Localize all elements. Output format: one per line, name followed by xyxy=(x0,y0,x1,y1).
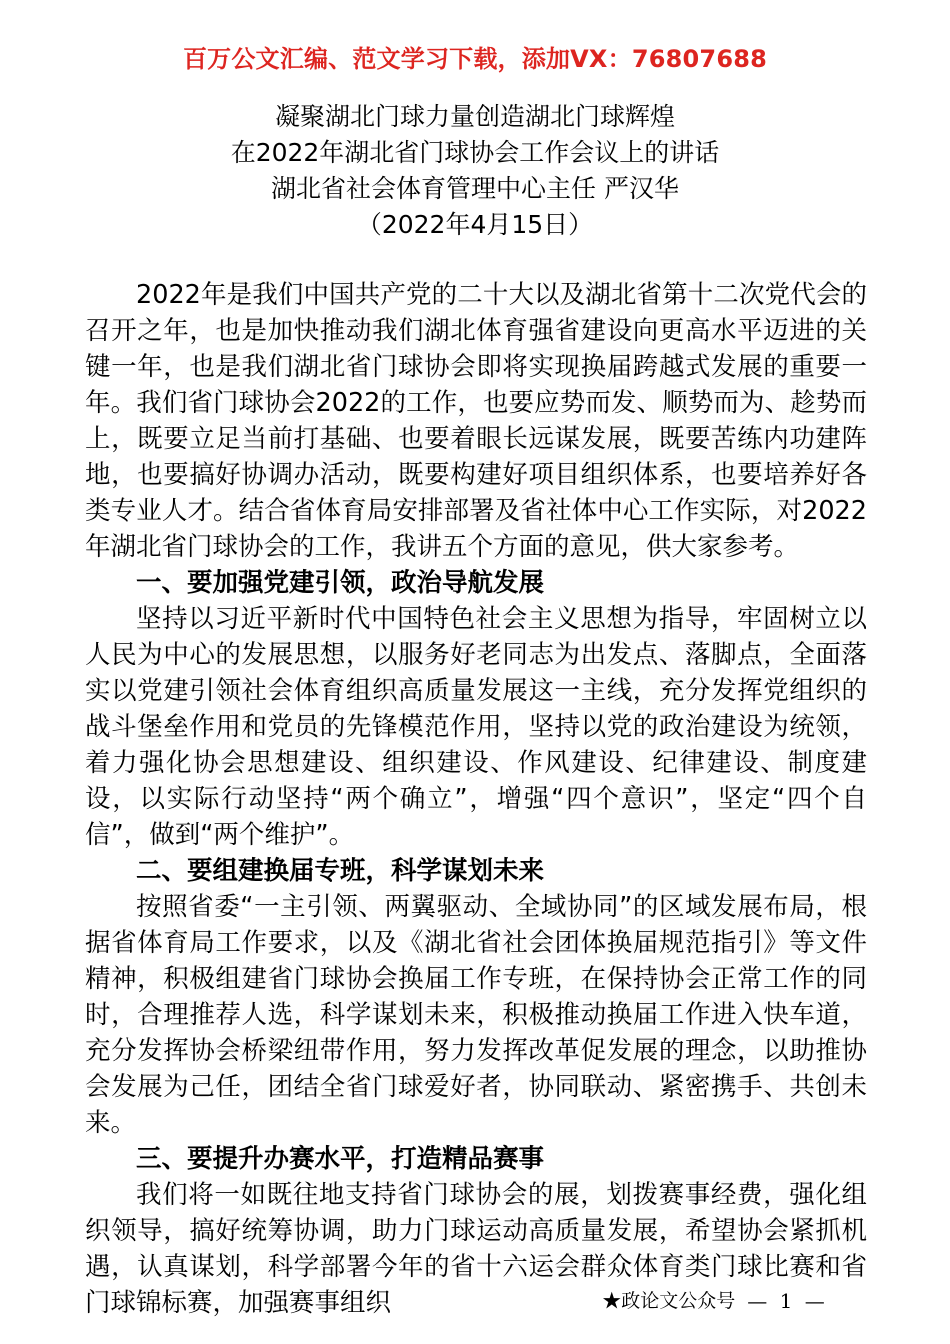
page-number: — 1 — xyxy=(747,1289,828,1313)
body-paragraph-section-three: 我们将一如既往地支持省门球协会的展，划拨赛事经费，强化组织领导，搞好统筹协调，助力门球运动高质量发展，希望协会紧抓机遇，认真谋划，科学部署今年的省十六运会群众体育类门球比赛和省门球锦标赛，加强赛事组织 xyxy=(85,1180,867,1318)
page-footer xyxy=(0,1288,950,1314)
document-body xyxy=(85,277,867,1321)
title-line-3: 湖北省社会体育管理中心主任 严汉华 xyxy=(271,174,679,203)
section-heading-two: 二、要组建换届专班，科学谋划未来 xyxy=(136,856,545,886)
section-heading-three: 三、要提升办赛水平，打造精品赛事 xyxy=(136,1144,545,1174)
title-line-2: 在2022年湖北省门球协会工作会议上的讲话 xyxy=(230,138,720,167)
document-title-block xyxy=(0,99,950,243)
footer-inner xyxy=(602,1288,827,1314)
body-paragraph-section-two: 按照省委“一主引领、两翼驱动、全域协同”的区域发展布局，根据省体育局工作要求，以及《湖北省社会团体换届规范指引》等文件精神，积极组建省门球协会换届工作专班，在保持协会正常工作的同时，合理推荐人选，科学谋划未来，积极推动换届工作进入快车道，充分发挥协会桥梁纽带作用，努力发挥改革促发展的理念，以助推协会发展为己任，团结全省门球爱好者，协同联动、紧密携手、共创未来。 xyxy=(85,892,867,1138)
title-line-1: 凝聚湖北门球力量创造湖北门球辉煌 xyxy=(274,102,675,131)
promo-banner-text: 百万公文汇编、范文学习下载，添加VX：76807688 xyxy=(182,45,768,73)
body-paragraph-section-one: 坚持以习近平新时代中国特色社会主义思想为指导，牢固树立以人民为中心的发展思想，以服务好老同志为出发点、落脚点，全面落实以党建引领社会体育组织高质量发展这一主线，充分发挥党组织的战斗堡垒作用和党员的先锋模范作用，坚持以党的政治建设为统领，着力强化协会思想建设、组织建设、作风建设、纪律建设、制度建设，以实际行动坚持“两个确立”，增强“四个意识”，坚定“四个自信”，做到“两个维护”。 xyxy=(85,604,867,850)
title-line-4: （2022年4月15日） xyxy=(356,210,594,239)
section-heading-one: 一、要加强党建引领，政治导航发展 xyxy=(136,568,545,598)
body-paragraph-intro: 2022年是我们中国共产党的二十大以及湖北省第十二次党代会的召开之年，也是加快推动我们湖北体育强省建设向更高水平迈进的关键一年，也是我们湖北省门球协会即将实现换届跨越式发展的重要一年。我们省门球协会2022的工作，也要应势而发、顺势而为、趁势而上，既要立足当前打基础、也要着眼长远谋发展，既要苦练内功建阵地，也要搞好协调办活动，既要构建好项目组织体系，也要培养好各类专业人才。结合省体育局安排部署及省社体中心工作实际，对2022年湖北省门球协会的工作，我讲五个方面的意见，供大家参考。 xyxy=(85,280,867,562)
footer-watermark: ★政论文公众号 xyxy=(602,1290,736,1312)
